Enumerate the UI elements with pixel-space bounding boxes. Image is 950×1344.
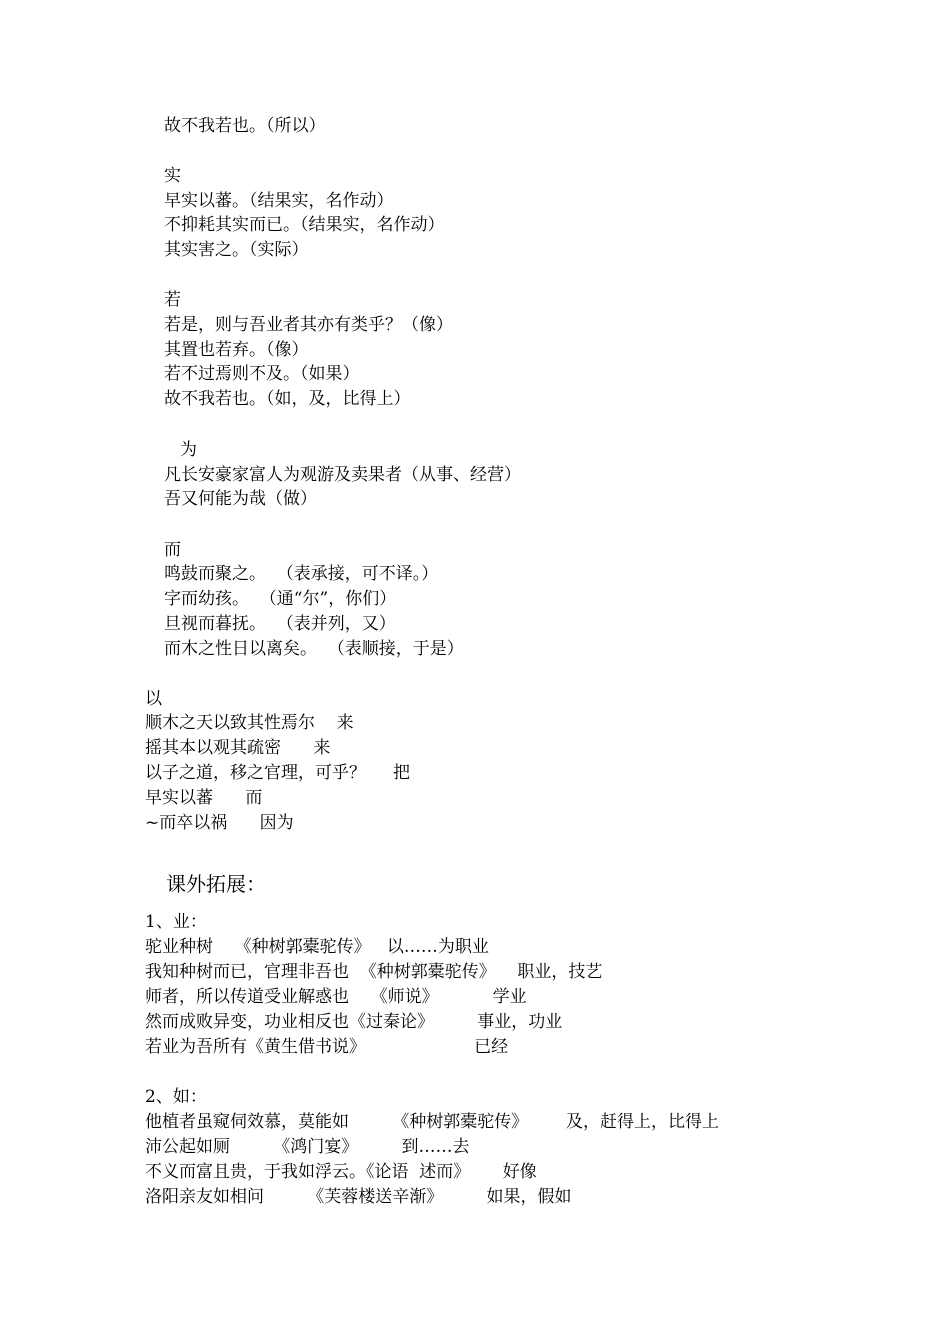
text-line: 我知种树而已，官理非吾也 《种树郭橐驼传》 职业，技艺 [145,962,603,982]
text-line: 旦视而暮抚。 （表并列，又） [164,614,396,634]
text-line: 顺木之天以致其性焉尔 来 [145,713,354,733]
text-line: 洛阳亲友如相问 《芙蓉楼送辛渐》 如果，假如 [145,1187,572,1207]
section-title-yi: 以 [145,689,162,709]
subsection-title-ye: 1、业： [145,912,207,932]
text-line: 其置也若弃。（像） [164,340,309,360]
text-line: 鸣鼓而聚之。 （表承接，可不译。） [164,564,439,584]
text-line: 不义而富且贵，于我如浮云。《论语 述而》 好像 [145,1162,537,1182]
text-line: 故不我若也。（所以） [164,116,326,136]
text-line: 字而幼孩。 （通“尔”，你们） [164,589,397,609]
section-heading-extension: 课外拓展： [166,872,266,896]
text-line: 他植者虽窥伺效慕，莫能如 《种树郭橐驼传》 及，赶得上，比得上 [145,1112,720,1132]
text-line: 若业为吾所有《黄生借书说》 已经 [145,1037,509,1057]
text-line: 若不过焉则不及。（如果） [164,364,360,384]
text-line: 凡长安豪家富人为观游及卖果者（从事、经营） [164,465,521,485]
text-line: 早实以蕃。（结果实，名作动） [164,191,394,211]
section-title-shi: 实 [164,166,181,186]
text-line: 其实害之。（实际） [164,240,309,260]
text-line: 吾又何能为哉（做） [164,489,317,509]
text-line: 驼业种树 《种树郭橐驼传》 以……为职业 [145,937,489,957]
section-title-wei: 为 [180,440,197,460]
text-line: 不抑耗其实而已。（结果实，名作动） [164,215,445,235]
text-line: 摇其本以观其疏密 来 [145,738,331,758]
text-line: 师者，所以传道受业解惑也 《师说》 学业 [145,987,527,1007]
text-line: 故不我若也。（如，及，比得上） [164,389,411,409]
section-title-er: 而 [164,540,181,560]
text-line: 以子之道，移之官理，可乎？ 把 [145,763,411,783]
text-line: 若是，则与吾业者其亦有类乎？（像） [164,315,453,335]
text-line: 而木之性日以离矣。 （表顺接，于是） [164,639,464,659]
text-line: ~而卒以祸 因为 [145,813,294,833]
subsection-title-ru: 2、如： [145,1087,207,1107]
section-title-ruo: 若 [164,290,181,310]
text-line: 然而成败异变，功业相反也《过秦论》 事业，功业 [145,1012,563,1032]
text-line: 早实以蕃 而 [145,788,263,808]
text-line: 沛公起如厕 《鸿门宴》 到……去 [145,1137,470,1157]
